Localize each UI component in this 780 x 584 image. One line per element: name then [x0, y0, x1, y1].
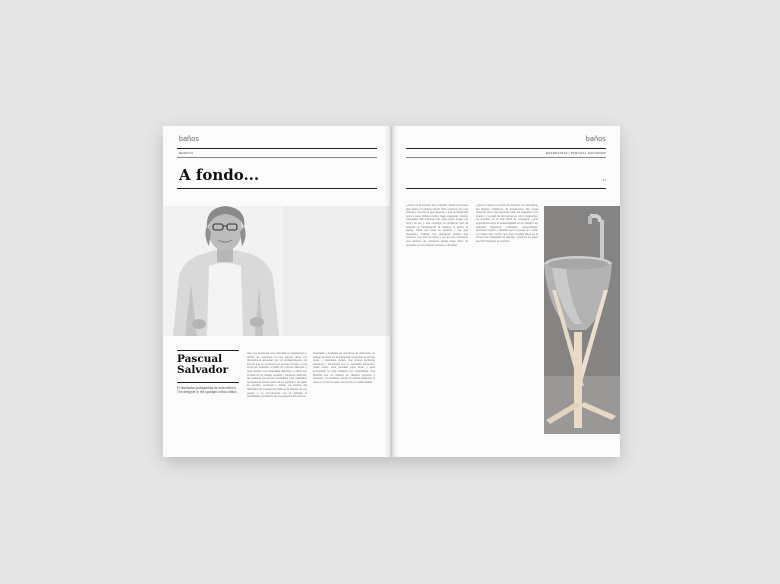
right-body-column-2: ¿Qué le inspira a la hora de diseñar? La naturaleza, los objetos cotidianos, la arquitectura. Me gusta observar cómo las personas usan los espacios y los objetos, y a partir de ahí pienso en cómo mejorarlos. La sencillez es lo más difícil de conseguir. ¿Qué importancia tiene la sostenibilidad en su trabajo? Es esencial. Elegimos materiales responsables, procesos limpios y diseños que no pasan de moda. Un objeto bien hecho que dura muchos años es la forma más sostenible de diseñar. ¿Cuál es su pieza favorita? Siempre la próxima.	[476, 204, 538, 243]
right-brand-label: baños	[585, 136, 606, 143]
left-body-column-2: Diseñador y fundador de una firma de referencia, su trabajo se basa en la búsqueda constante de formas puras y materiales nobles. Sus piezas combinan artesanía y tecnología con un resultado atemporal. Cada objeto está pensado para durar y para acompañar la vida cotidiana con naturalidad. Una filosofía que se traduce en diseños sinceros y honestos, sin artificios, donde la materia habla por sí misma y la forma sigue a la función en cada detalle.	[313, 352, 375, 384]
right-header-rule-thin	[406, 157, 606, 158]
portrait-illustration	[163, 206, 390, 336]
name-rule-bottom	[177, 382, 239, 383]
right-page	[392, 126, 620, 457]
name-rule-top	[177, 350, 239, 351]
headline-rule	[177, 188, 377, 189]
left-page	[163, 126, 390, 457]
magazine-spread	[163, 126, 620, 457]
right-top-rule	[406, 188, 606, 189]
left-header-small: ENSAYO	[179, 151, 194, 155]
portrait-photo	[163, 206, 390, 336]
person-name: Pascual Salvador	[177, 353, 229, 376]
page-headline: A fondo...	[179, 166, 260, 184]
left-header-rule-thin	[177, 157, 377, 158]
left-brand-label: baños	[179, 136, 200, 143]
sink-photo	[544, 206, 620, 434]
left-header-rule	[177, 148, 377, 149]
sink-illustration	[544, 206, 620, 434]
right-header-rule	[406, 148, 606, 149]
right-body-column-1: ¿Cómo es el proceso de un diseño, desde la primera idea hasta el producto final? Todo empieza con una intuición, una forma que aparece y que se desarrolla poco a poco. Dibujo mucho, hago maquetas, pruebo materiales. Me interesa que cada pieza tenga una razón de ser y que resuelva un problema real. El material es fundamental: la madera, el acero, la piedra. Cada uno tiene su carácter y hay que respetarlo. Trabajo con artesanos locales que conocen muy bien su oficio y con los que mantengo una relación de confianza desde hace años. El resultado es un producto honesto y duradero.	[406, 204, 468, 247]
page-number: 47	[602, 178, 606, 182]
person-subcaption: El diseñador protagonista de esta edición. The designer in the spotlight of this edition.	[177, 386, 238, 395]
right-header-small: ENTREVISTA | PASCUAL SALVADOR	[546, 151, 606, 155]
left-body-column-1: Hay una tendencia muy marcada en arquitectura y diseño de interiores en los últimos años: los diseñadores apuestan por la protagonización de formas que se convierten en piezas icónicas, y una forma de entender el baño de manera diferente y más creativa. Los materiales naturales y nobles son la base de su trabajo creativo y elegante. Además, las maderas, los aceros inoxidables y los materiales compuestos forman parte de su repertorio. Su estilo es sencillo, funcional y eficaz. La historia del diseñador de muebles de baño es la historia de una pasión y un compromiso con la calidad, la durabilidad y la belleza de los espacios domésticos.	[247, 352, 307, 399]
